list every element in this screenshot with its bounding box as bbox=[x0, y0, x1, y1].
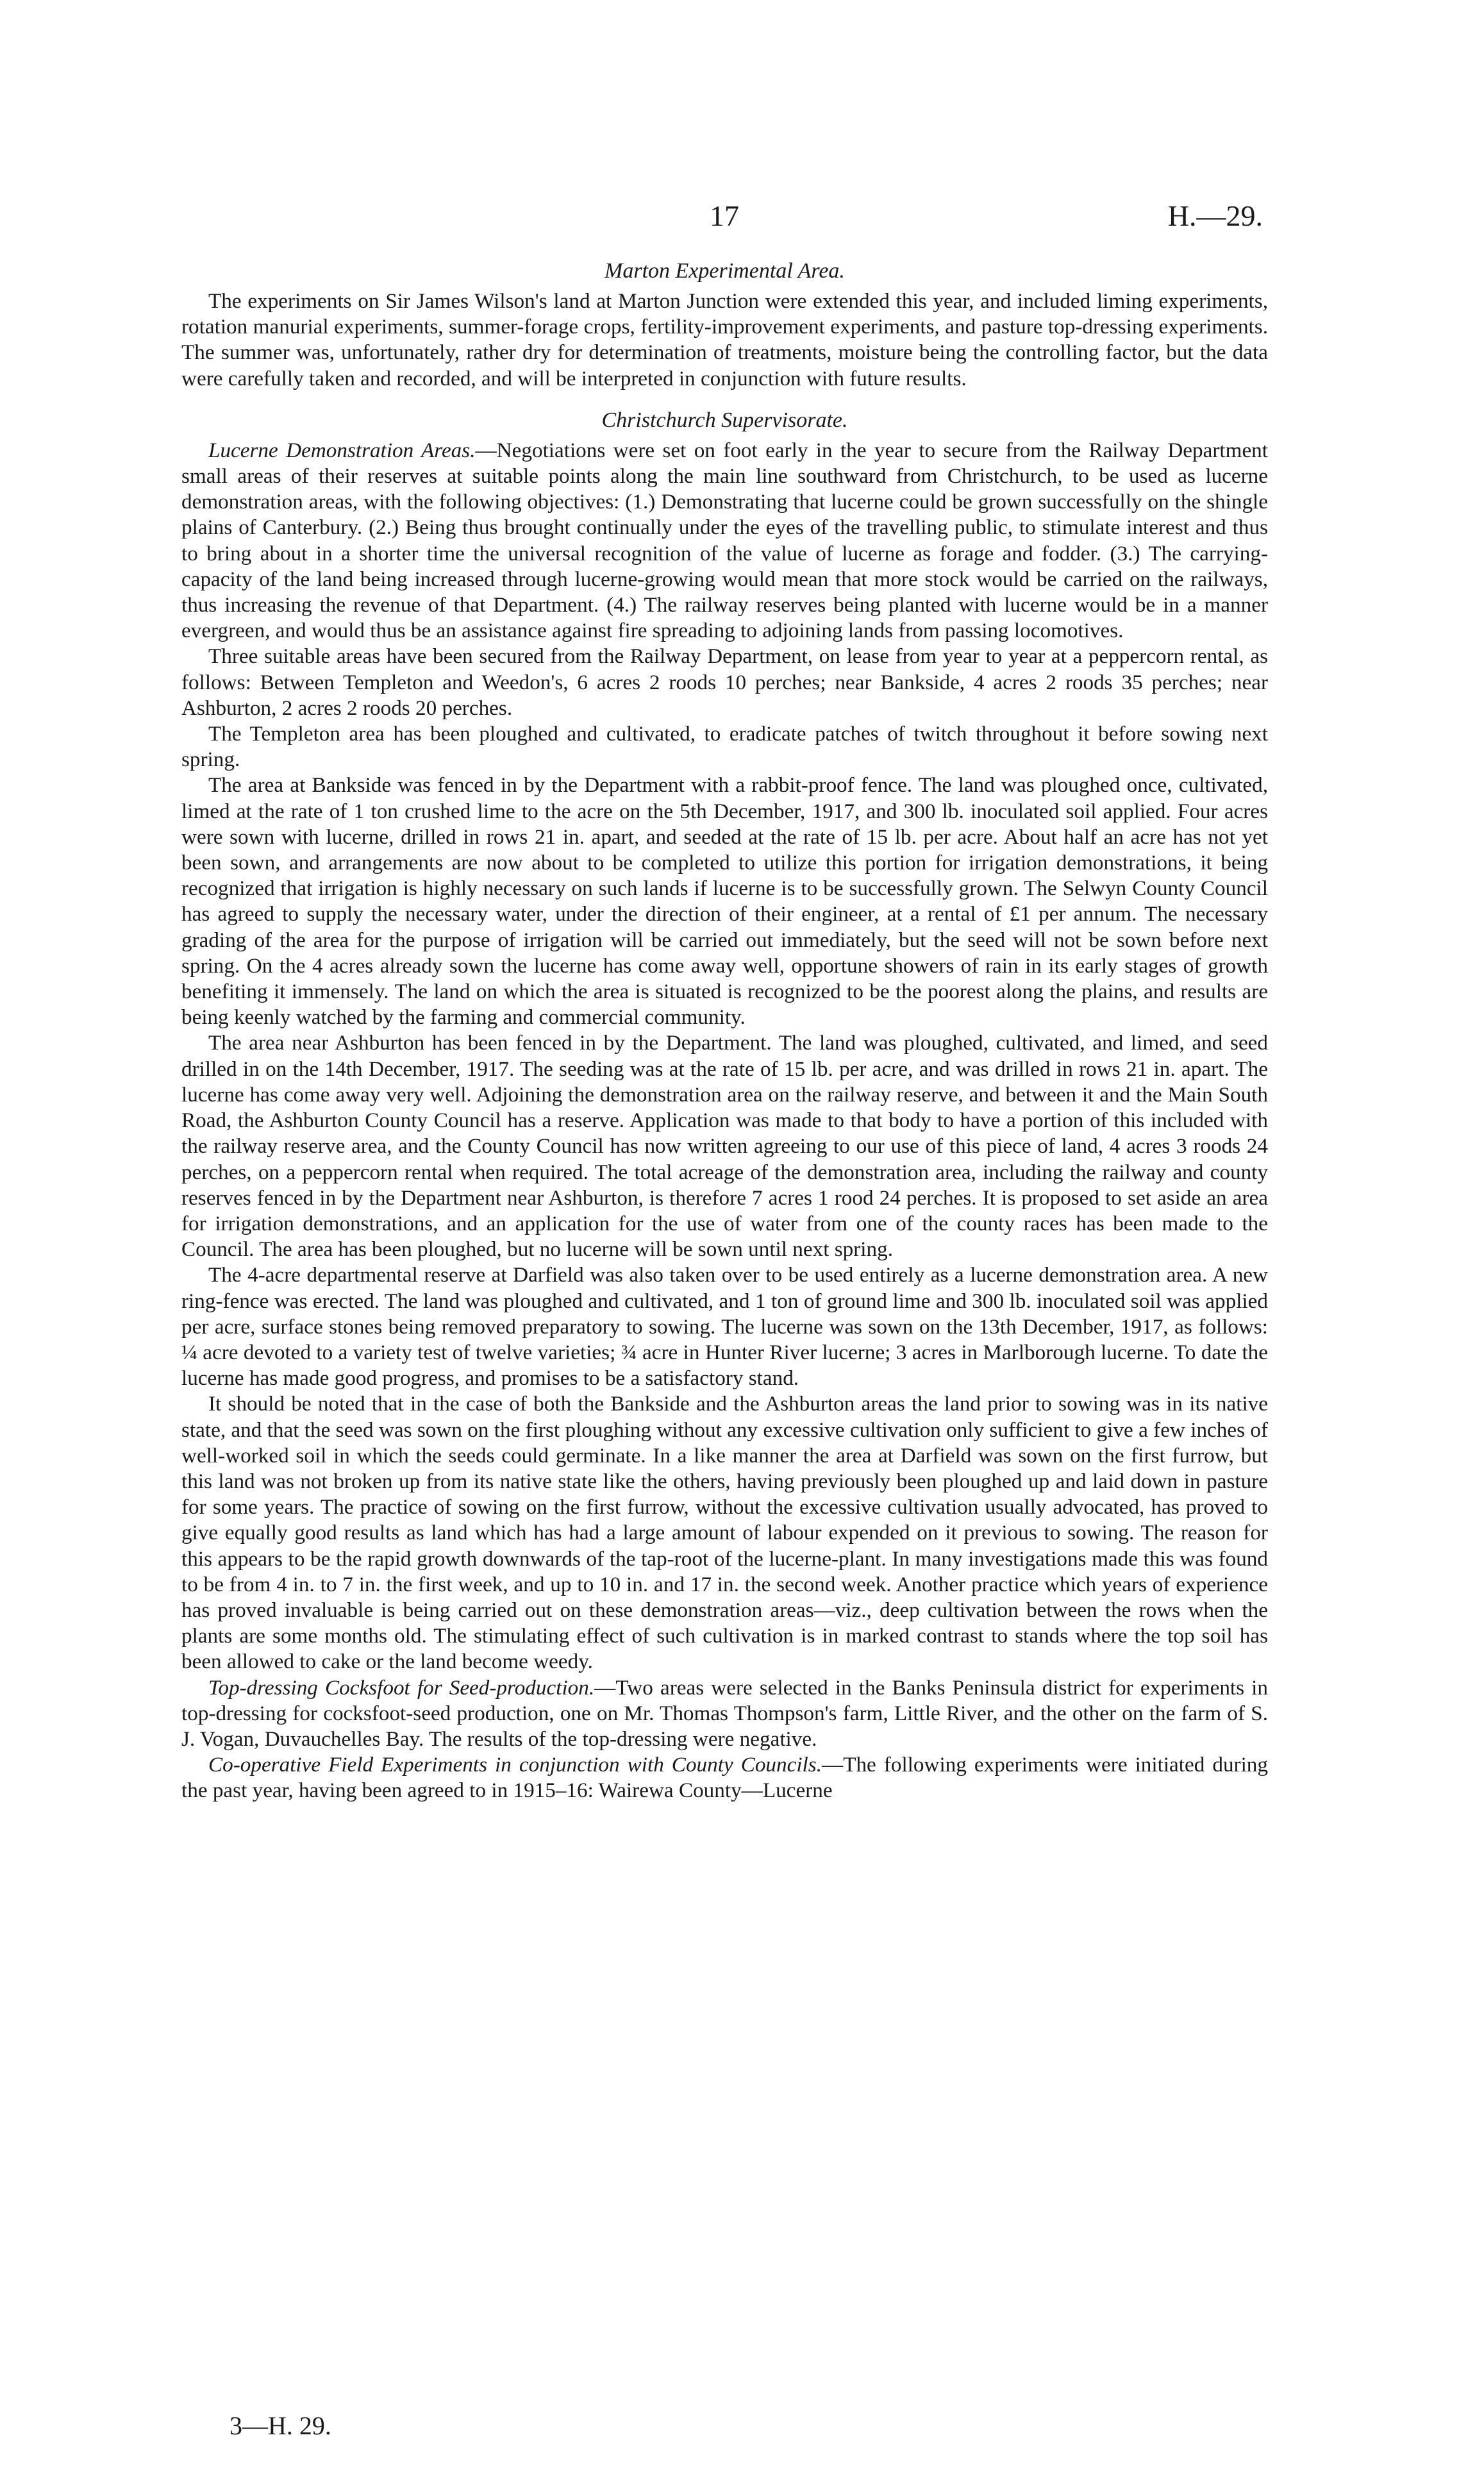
paragraph: The 4-acre departmental reserve at Darfield was also taken over to be used entirely as a lucerne demonstration area. A new ring-fence was erected. The land was ploughed and cultivated, and 1 ton of ground lime and 300 lb. inoculated soil was applied per acre, surface stones being removed preparatory to sowing. The lucerne was sown on the 13th December, 1917, as follows: ¼ acre devoted to a variety test of twelve varieties; ¾ acre in Hunter River lucerne; 3 acres in Marlborough lucerne. To date the lucerne has made good progress, and promises to be a satisfactory stand. bbox=[181, 1263, 1268, 1391]
page-number: 17 bbox=[710, 199, 739, 232]
paragraph: It should be noted that in the case of both the Bankside and the Ashburton areas the land prior to sowing was in its native state, and that the seed was sown on the first ploughing without any excessive cultivation only sufficient to give a few inches of well-worked soil in which the seeds could germinate. In a like manner the area at Darfield was sown on the first furrow, but this land was not broken up from its native state like the others, having previously been ploughed up and laid down in pasture for some years. The practice of sowing on the first furrow, without the excessive cultivation usually advocated, has proved to give equally good results as land which has had a large amount of labour expended on it previous to sowing. The reason for this appears to be the rapid growth downwards of the tap-root of the lucerne-plant. In many investigations made this was found to be from 4 in. to 7 in. the first week, and up to 10 in. and 17 in. the second week. Another practice which years of experience has proved invaluable is being carried out on these demonstration areas—viz., deep cultivation between the rows when the plants are some months old. The stimulating effect of such cultivation is in marked contrast to stands where the top soil has been allowed to cake or the land become weedy. bbox=[181, 1392, 1268, 1674]
paragraph-text: —Negotiations were set on foot early in the year to secure from the Railway Department small areas of their reserves at suitable points along the main line southward from Christchurch, to be used as lucerne demonstration areas, with the following objectives: (1.) Demonstrating that lucerne could be grown successfully on the shingle plains of Canterbury. (2.) Being thus brought continually under the eyes of the travelling public, to stimulate interest and thus to bring about in a shorter time the universal recognition of the value of lucerne as forage and fodder. (3.) The carrying-capacity of the land being increased through lucerne-growing would mean that more stock would be carried on the railways, thus increasing the revenue of that Department. (4.) The railway reserves being planted with lucerne would be in a manner evergreen, and would thus be an assistance against fire spreading to adjoining lands from passing locomotives. bbox=[181, 438, 1268, 643]
run-in-heading: Lucerne Demonstration Areas. bbox=[208, 438, 476, 462]
run-in-heading: Top-dressing Cocksfoot for Seed-production. bbox=[208, 1675, 595, 1700]
paragraph bbox=[181, 1752, 1268, 1803]
paragraph: The area near Ashburton has been fenced in by the Department. The land was ploughed, cultivated, and limed, and seed drilled in on the 14th December, 1917. The seeding was at the rate of 15 lb. per acre, and was drilled in rows 21 in. apart. The lucerne has come away very well. Adjoining the demonstration area on the railway reserve, and between it and the Main South Road, the Ashburton County Council has a reserve. Application was made to that body to have a portion of this included with the railway reserve area, and the County Council has now written agreeing to our use of this piece of land, 4 acres 3 roods 24 perches, on a peppercorn rental when required. The total acreage of the demonstration area, including the railway and county reserves fenced in by the Department near Ashburton, is therefore 7 acres 1 rood 24 perches. It is proposed to set aside an area for irrigation demonstrations, and an application for the use of water from one of the county races has been made to the Council. The area has been ploughed, but no lucerne will be sown until next spring. bbox=[181, 1031, 1268, 1262]
page-header bbox=[186, 199, 1263, 244]
paragraph: Three suitable areas have been secured from the Railway Department, on lease from year to year at a peppercorn rental, as follows: Between Templeton and Weedon's, 6 acres 2 roods 10 perches; near Bankside, 4 acres 2 roods 35 perches; near Ashburton, 2 acres 2 roods 20 perches. bbox=[181, 644, 1268, 720]
paragraph bbox=[181, 438, 1268, 644]
paragraph: The area at Bankside was fenced in by the Department with a rabbit-proof fence. The land was ploughed once, cultivated, limed at the rate of 1 ton crushed lime to the acre on the 5th December, 1917, and 300 lb. inoculated soil applied. Four acres were sown with lucerne, drilled in rows 21 in. apart, and seeded at the rate of 15 lb. per acre. About half an acre has not yet been sown, and arrangements are now about to be completed to utilize this portion for irrigation demonstrations, it being recognized that irrigation is highly necessary on such lands if lucerne is to be successfully grown. The Selwyn County Council has agreed to supply the necessary water, under the direction of their engineer, at a rental of £1 per annum. The necessary grading of the area for the purpose of irrigation will be carried out immediately, but the seed will not be sown before next spring. On the 4 acres already sown the lucerne has come away well, opportune showers of rain in its early stages of growth benefiting it immensely. The land on which the area is situated is recognized to be the poorest along the plains, and results are being keenly watched by the farming and commercial community. bbox=[181, 773, 1268, 1030]
body-text bbox=[181, 258, 1268, 1804]
paragraph bbox=[181, 1675, 1268, 1753]
section-heading-marton: Marton Experimental Area. bbox=[604, 259, 845, 283]
document-reference: H.—29. bbox=[1167, 199, 1263, 232]
paragraph-text: —The following experiments were initiated during the past year, having been agreed to in 1915–16: Wairewa County—Lucerne bbox=[181, 1753, 1268, 1803]
run-in-heading: Co-operative Field Experiments in conjunction with County Councils. bbox=[208, 1753, 822, 1777]
paragraph-text: —Two areas were selected in the Banks Peninsula district for experiments in top-dressing for cocksfoot-seed production, one on Mr. Thomas Thompson's farm, Little River, and the other on the farm of S. J. Vogan, Duvauchelles Bay. The results of the top-dressing were negative. bbox=[181, 1675, 1268, 1751]
paragraph: The experiments on Sir James Wilson's land at Marton Junction were extended this year, and included liming experiments, rotation manurial experiments, summer-forage crops, fertility-improvement experiments, and pasture top-dressing experiments. The summer was, unfortunately, rather dry for determination of treatments, moisture being the controlling factor, but the data were carefully taken and recorded, and will be interpreted in conjunction with future results. bbox=[181, 289, 1268, 390]
paragraph: The Templeton area has been ploughed and cultivated, to eradicate patches of twitch throughout it before sowing next spring. bbox=[181, 722, 1268, 772]
signature-mark: 3—H. 29. bbox=[229, 2411, 331, 2440]
section-heading-christchurch: Christchurch Supervisorate. bbox=[601, 408, 848, 432]
